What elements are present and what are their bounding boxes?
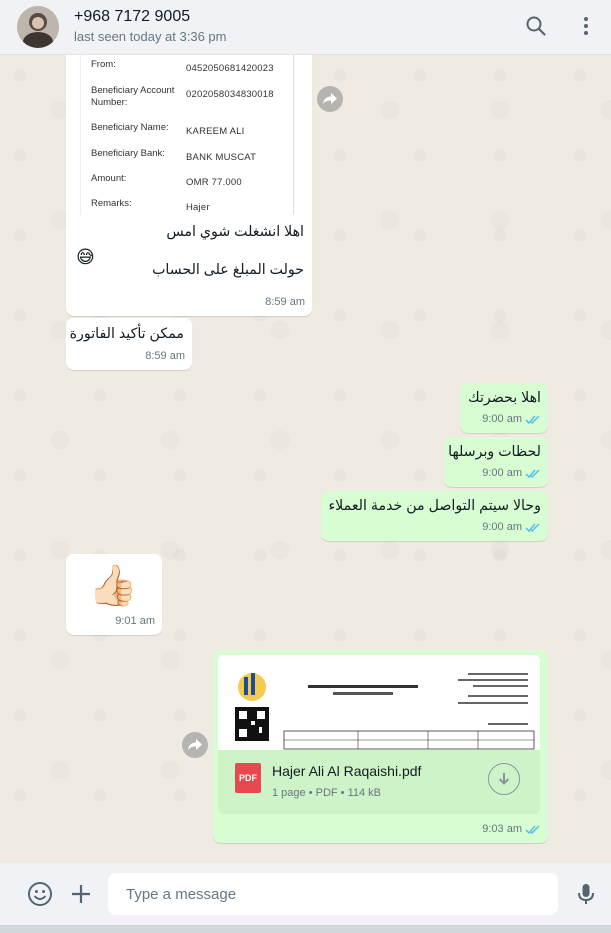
receipt-label: Beneficiary Bank:	[91, 148, 165, 159]
receipt-value: Hajer	[186, 202, 210, 213]
document-card[interactable]	[218, 750, 540, 814]
receipt-label: From:	[91, 59, 116, 70]
message-bubble-incoming[interactable]	[66, 554, 162, 635]
message-time: 9:00 am	[482, 464, 541, 483]
receipt-value: OMR 77.000	[186, 177, 242, 188]
message-bubble-document[interactable]	[213, 650, 548, 843]
avatar[interactable]	[17, 6, 59, 48]
message-bubble-incoming[interactable]	[66, 318, 192, 370]
transfer-receipt-image[interactable]	[80, 55, 294, 215]
message-bubble-incoming[interactable]	[66, 55, 312, 316]
contact-info[interactable]	[74, 7, 226, 46]
message-text: وحالا سيتم التواصل من خدمة العملاء	[328, 498, 541, 514]
double-check-icon	[525, 522, 541, 533]
message-text: حولت المبلغ على الحساب	[152, 262, 304, 278]
message-bubble-outgoing[interactable]	[444, 437, 548, 487]
download-icon[interactable]	[488, 763, 520, 795]
document-meta: 1 page • PDF • 114 kB	[272, 787, 382, 799]
mic-icon[interactable]	[573, 881, 599, 907]
receipt-label: Beneficiary Account Number:	[91, 85, 175, 108]
attach-icon[interactable]	[68, 881, 94, 907]
composer-bar	[0, 863, 611, 925]
emoji-icon[interactable]	[27, 881, 53, 907]
receipt-value: KAREEM ALI	[186, 126, 245, 137]
double-check-icon	[525, 468, 541, 479]
last-seen-status: last seen today at 3:36 pm	[74, 29, 227, 44]
pdf-icon: PDF	[235, 763, 261, 793]
receipt-value: 0202058034830018	[186, 89, 274, 100]
message-time: 9:01 am	[115, 615, 155, 627]
message-time: 9:00 am	[482, 518, 541, 537]
message-text: اهلا انشغلت شوي امس	[166, 224, 304, 240]
receipt-label: Amount:	[91, 173, 127, 184]
message-time: 9:03 am	[482, 820, 541, 839]
message-time: 9:00 am	[482, 410, 541, 429]
thumbs-up-emoji: 👍🏻	[88, 564, 138, 608]
message-input[interactable]	[108, 873, 558, 915]
message-list[interactable]	[0, 55, 611, 863]
message-text: اهلا بحضرتك	[468, 390, 541, 406]
contact-name: +968 7172 9005	[74, 8, 191, 25]
receipt-label: Beneficiary Name:	[91, 122, 169, 133]
search-icon[interactable]	[524, 14, 548, 38]
document-filename: Hajer Ali Al Raqaishi.pdf	[272, 763, 422, 779]
receipt-value: BANK MUSCAT	[186, 152, 257, 163]
document-preview[interactable]	[218, 655, 540, 750]
chat-header	[0, 0, 611, 55]
window-bottom-edge	[0, 925, 611, 933]
double-check-icon	[525, 414, 541, 425]
emoji: 😅	[76, 247, 95, 267]
receipt-label: Remarks:	[91, 198, 132, 209]
message-bubble-outgoing[interactable]	[321, 491, 548, 541]
forward-icon[interactable]	[182, 732, 208, 758]
message-bubble-outgoing[interactable]	[460, 383, 548, 433]
message-text: ممكن تأكيد الفاتورة	[69, 326, 184, 342]
message-time: 8:59 am	[145, 350, 185, 362]
message-text: لحظات وبرسلها	[448, 444, 541, 460]
menu-icon[interactable]	[574, 14, 598, 38]
forward-icon[interactable]	[317, 86, 343, 112]
double-check-icon	[525, 824, 541, 835]
receipt-value: 0452050681420023	[186, 63, 274, 74]
message-time: 8:59 am	[265, 296, 305, 308]
